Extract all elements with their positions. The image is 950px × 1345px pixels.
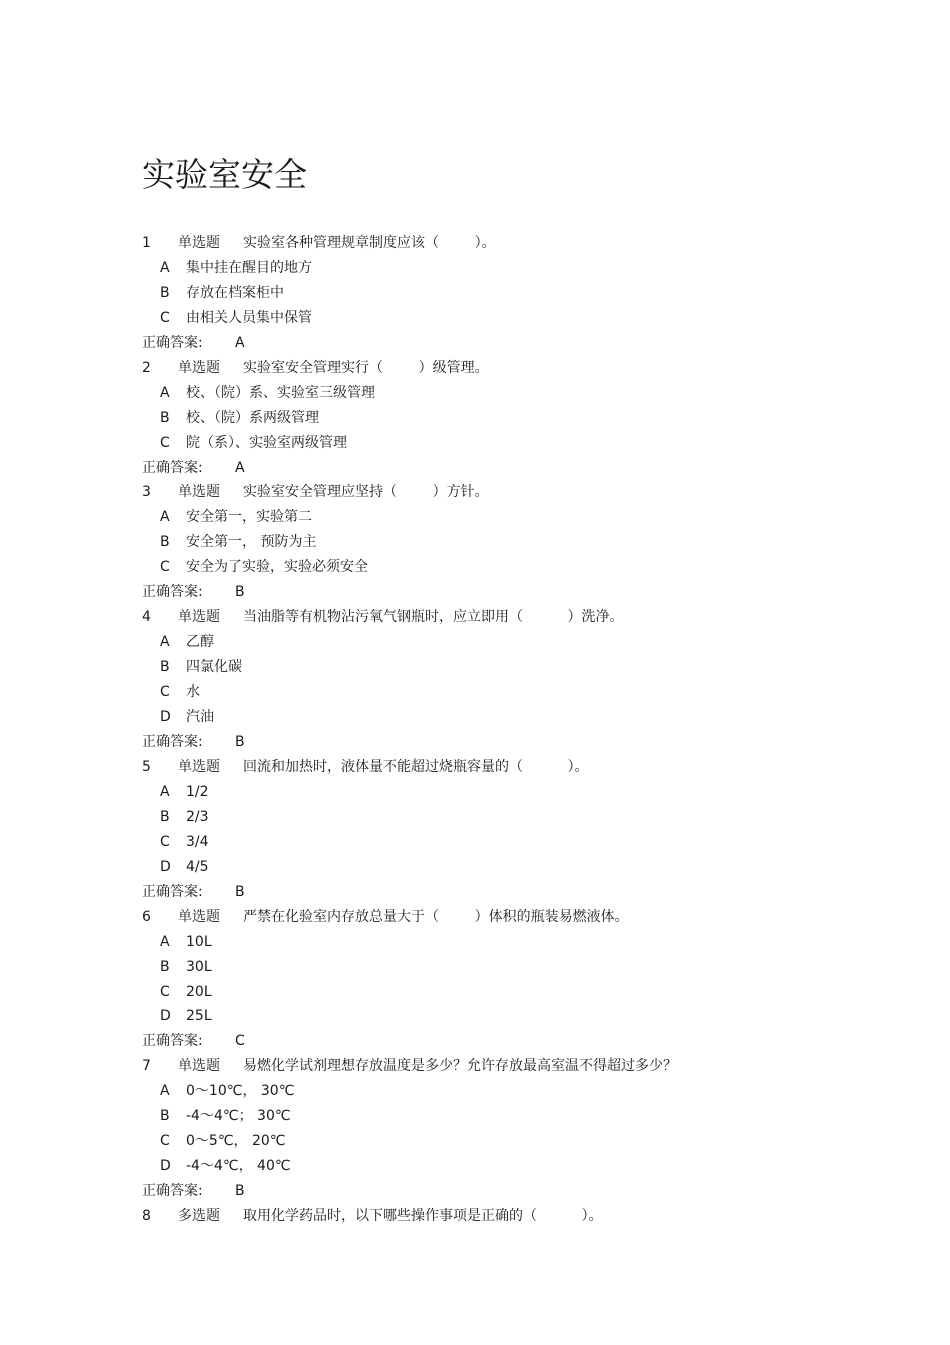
option-item (0, 807, 950, 827)
option-label: B (160, 534, 170, 550)
answer-value: A (235, 335, 245, 351)
option-item (0, 657, 950, 677)
question-number: 4 (142, 609, 151, 625)
question-text: 易燃化学试剂理想存放温度是多少？允许存放最高室温不得超过多少？ (243, 1058, 677, 1074)
option-text: 25L (186, 1008, 212, 1024)
option-label: A (160, 509, 170, 525)
question-type: 单选题 (178, 759, 220, 775)
option-label: D (160, 859, 171, 875)
answer-label: 正确答案: (142, 734, 203, 750)
option-text: 30L (186, 959, 212, 975)
option-label: B (160, 659, 170, 675)
option-label: C (160, 684, 170, 700)
question-number: 7 (142, 1058, 151, 1074)
option-label: B (160, 809, 170, 825)
question-header (0, 1056, 950, 1076)
option-text: 1/2 (186, 784, 209, 800)
option-text: 校、（院）系两级管理 (186, 410, 319, 426)
option-label: B (160, 285, 170, 301)
option-item (0, 1131, 950, 1151)
option-item (0, 782, 950, 802)
answer-label: 正确答案: (142, 1033, 203, 1049)
option-label: A (160, 1083, 170, 1099)
question-header (0, 233, 950, 253)
question-text: 实验室安全管理实行（ ）级管理。 (243, 360, 489, 376)
option-item (0, 682, 950, 702)
answer-value: C (235, 1033, 245, 1049)
question-text: 取用化学药品时，以下哪些操作事项是正确的（ ）。 (243, 1208, 603, 1224)
option-label: C (160, 834, 170, 850)
question-number: 8 (142, 1208, 151, 1224)
answer-value: B (235, 884, 245, 900)
option-text: 20L (186, 984, 212, 1000)
question-type: 单选题 (178, 235, 220, 251)
option-item (0, 1156, 950, 1176)
option-label: C (160, 310, 170, 326)
option-item (0, 1106, 950, 1126)
answer-value: A (235, 460, 245, 476)
option-item (0, 982, 950, 1002)
option-item (0, 832, 950, 852)
answer-label: 正确答案: (142, 335, 203, 351)
question-header (0, 482, 950, 502)
page-title: 实验室安全 (142, 155, 307, 194)
question-text: 实验室安全管理应坚持（ ）方针。 (243, 484, 489, 500)
question-header (0, 757, 950, 777)
option-label: D (160, 1008, 171, 1024)
option-label: D (160, 1158, 171, 1174)
option-text: 4/5 (186, 859, 209, 875)
option-text: 存放在档案柜中 (186, 285, 284, 301)
option-item (0, 308, 950, 328)
option-label: B (160, 1108, 170, 1124)
option-item (0, 957, 950, 977)
question-type: 单选题 (178, 609, 220, 625)
option-label: B (160, 410, 170, 426)
option-item (0, 283, 950, 303)
answer-line (0, 1031, 950, 1051)
option-text: -4～4℃， 40℃ (186, 1158, 291, 1174)
option-item (0, 532, 950, 552)
option-label: B (160, 959, 170, 975)
option-label: A (160, 934, 170, 950)
option-text: 0～5℃， 20℃ (186, 1133, 286, 1149)
option-text: 水 (186, 684, 200, 700)
answer-value: B (235, 1183, 245, 1199)
option-item (0, 408, 950, 428)
question-text: 回流和加热时，液体量不能超过烧瓶容量的（ ）。 (243, 759, 589, 775)
answer-line (0, 582, 950, 602)
option-item (0, 1006, 950, 1026)
question-type: 单选题 (178, 484, 220, 500)
option-text: 0～10℃， 30℃ (186, 1083, 295, 1099)
answer-label: 正确答案: (142, 1183, 203, 1199)
question-text: 当油脂等有机物沾污氧气钢瓶时，应立即用（ ）洗净。 (243, 609, 624, 625)
option-text: 四氯化碳 (186, 659, 242, 675)
question-number: 6 (142, 909, 151, 925)
answer-label: 正确答案: (142, 884, 203, 900)
question-number: 2 (142, 360, 151, 376)
option-label: C (160, 435, 170, 451)
question-header (0, 358, 950, 378)
option-item (0, 383, 950, 403)
option-label: D (160, 709, 171, 725)
answer-line (0, 1181, 950, 1201)
option-label: C (160, 1133, 170, 1149)
question-number: 5 (142, 759, 151, 775)
option-item (0, 557, 950, 577)
question-type: 多选题 (178, 1208, 220, 1224)
question-text: 实验室各种管理规章制度应该（ ）。 (243, 235, 496, 251)
option-label: A (160, 784, 170, 800)
question-type: 单选题 (178, 1058, 220, 1074)
option-item (0, 433, 950, 453)
answer-label: 正确答案: (142, 584, 203, 600)
option-item (0, 857, 950, 877)
option-text: 3/4 (186, 834, 209, 850)
question-type: 单选题 (178, 909, 220, 925)
option-text: 院（系）、实验室两级管理 (186, 435, 347, 451)
answer-value: B (235, 584, 245, 600)
question-header (0, 1206, 950, 1226)
option-text: 2/3 (186, 809, 209, 825)
option-text: -4～4℃； 30℃ (186, 1108, 291, 1124)
option-item (0, 258, 950, 278)
question-header (0, 907, 950, 927)
option-label: A (160, 634, 170, 650)
option-text: 安全为了实验，实验必须安全 (186, 559, 368, 575)
option-label: C (160, 559, 170, 575)
option-label: C (160, 984, 170, 1000)
option-label: A (160, 385, 170, 401)
option-item (0, 707, 950, 727)
question-type: 单选题 (178, 360, 220, 376)
option-text: 校、（院）系、实验室三级管理 (186, 385, 375, 401)
option-text: 集中挂在醒目的地方 (186, 260, 312, 276)
option-item (0, 932, 950, 952)
answer-line (0, 732, 950, 752)
answer-line (0, 333, 950, 353)
answer-line (0, 458, 950, 478)
option-text: 10L (186, 934, 212, 950)
answer-value: B (235, 734, 245, 750)
option-item (0, 507, 950, 527)
question-text: 严禁在化验室内存放总量大于（ ）体积的瓶装易燃液体。 (243, 909, 629, 925)
option-text: 乙醇 (186, 634, 214, 650)
answer-line (0, 882, 950, 902)
question-number: 1 (142, 235, 151, 251)
answer-label: 正确答案: (142, 460, 203, 476)
option-text: 汽油 (186, 709, 214, 725)
option-text: 由相关人员集中保管 (186, 310, 312, 326)
question-number: 3 (142, 484, 151, 500)
option-item (0, 632, 950, 652)
option-item (0, 1081, 950, 1101)
question-header (0, 607, 950, 627)
option-text: 安全第一，实验第二 (186, 509, 312, 525)
option-label: A (160, 260, 170, 276)
option-text: 安全第一， 预防为主 (186, 534, 317, 550)
